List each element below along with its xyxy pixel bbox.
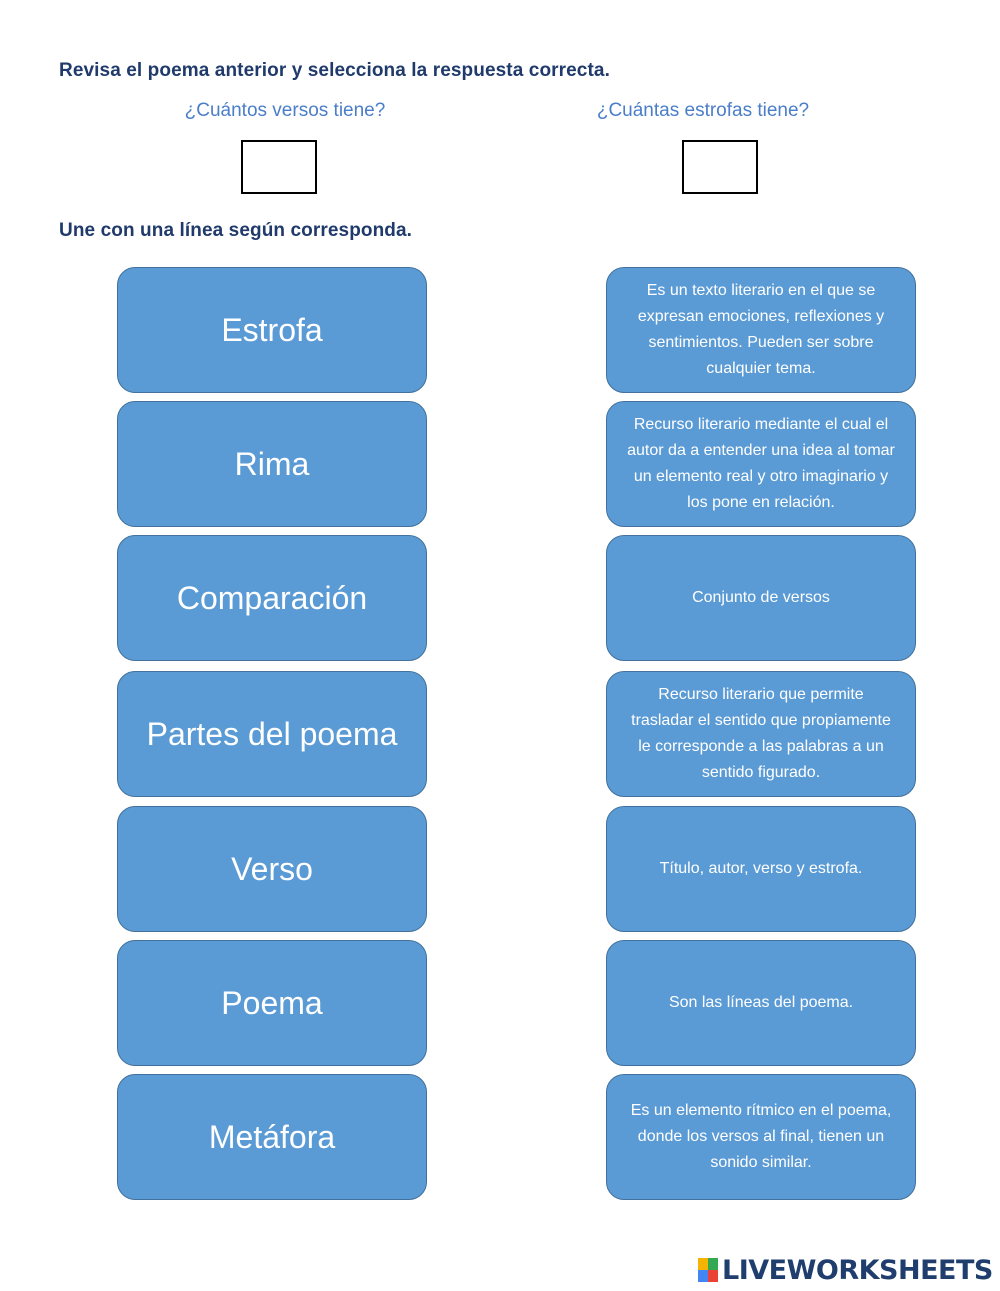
logo-square-1 — [698, 1258, 708, 1270]
definition-card-6[interactable]: Son las líneas del poema. — [606, 940, 916, 1066]
definition-card-1[interactable]: Es un texto literario en el que se expresan emociones, reflexiones y sentimientos. Pueden ser sobre cualquier tema. — [606, 267, 916, 393]
select-instruction: Revisa el poema anterior y selecciona la respuesta correcta. — [59, 60, 610, 81]
term-card-metafora[interactable]: Metáfora — [117, 1074, 427, 1200]
estrofas-answer-box[interactable] — [682, 140, 758, 194]
logo-wordmark: LIVEWORKSHEETS — [722, 1254, 993, 1286]
logo-square-2 — [708, 1258, 718, 1270]
definition-card-7[interactable]: Es un elemento rítmico en el poema, donde los versos al final, tienen un sonido similar. — [606, 1074, 916, 1200]
term-card-verso[interactable]: Verso — [117, 806, 427, 932]
question-versos: ¿Cuántos versos tiene? — [184, 100, 386, 121]
versos-answer-box[interactable] — [241, 140, 317, 194]
liveworksheets-logo — [698, 1254, 993, 1286]
liveworksheets-logo-icon — [698, 1258, 718, 1282]
match-instruction: Une con una línea según corresponda. — [59, 220, 413, 241]
term-card-partes-del-poema[interactable]: Partes del poema — [117, 671, 427, 797]
definition-card-5[interactable]: Título, autor, verso y estrofa. — [606, 806, 916, 932]
definition-card-4[interactable]: Recurso literario que permite trasladar el sentido que propiamente le corresponde a las palabras a un sentido figurado. — [606, 671, 916, 797]
definition-card-3[interactable]: Conjunto de versos — [606, 535, 916, 661]
term-card-rima[interactable]: Rima — [117, 401, 427, 527]
definition-card-2[interactable]: Recurso literario mediante el cual el autor da a entender una idea al tomar un elemento real y otro imaginario y los pone en relación. — [606, 401, 916, 527]
logo-square-3 — [698, 1270, 708, 1282]
term-card-estrofa[interactable]: Estrofa — [117, 267, 427, 393]
term-card-poema[interactable]: Poema — [117, 940, 427, 1066]
term-card-comparacion[interactable]: Comparación — [117, 535, 427, 661]
logo-square-4 — [708, 1270, 718, 1282]
question-estrofas: ¿Cuántas estrofas tiene? — [596, 100, 810, 121]
